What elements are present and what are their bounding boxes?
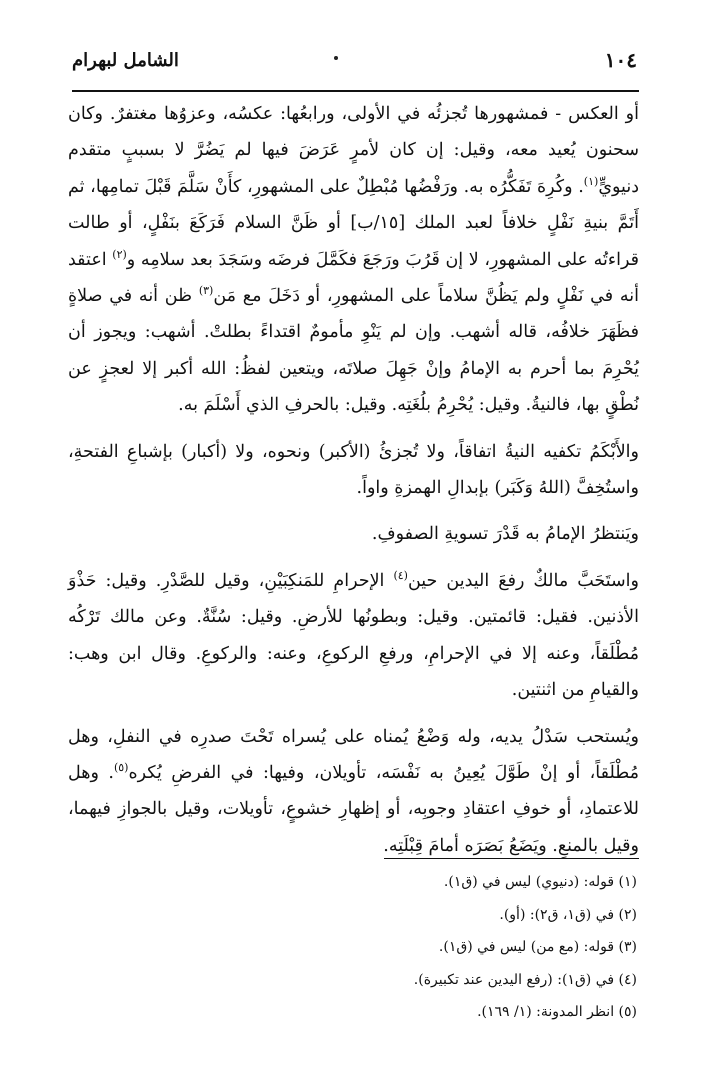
page-number: ١٠٤ (604, 48, 637, 72)
header-dot (334, 56, 338, 60)
footnote-1: (١) قوله: (دنيوي) ليس في (ق١). (443, 874, 637, 890)
paragraph-4-part-1: واستَحَبَّ مالكٌ رفعَ اليدين حين (407, 570, 639, 591)
paragraph-1-part-3: اعتقد أنه في نَفْلٍ ولم يَظُنَّ سلاماً على المشهورِ، أو دَخَلَ مع مَن (68, 249, 639, 307)
footnote-ref-3: (٣) (198, 284, 214, 298)
footnote-3: (٣) قوله: (مع من) ليس في (ق١). (438, 939, 637, 956)
footnote-ref-5: (٥) (113, 761, 129, 775)
running-title: الشامل لبهرام (72, 50, 179, 71)
paragraph-5-part-1: ويُستحب سَدْلُ يديه، وله وَضْعُ يُمناه على يُسراه تَحْتَ صدرِه في النفلِ، وهل مُطْلَقاً، أو إنْ طَوَّلَ يُعِينُ به نَفْسَه، تأويلان، وفيها: في الفرضِ يُكره (68, 726, 639, 783)
footnote-ref-4: (٤) (393, 569, 408, 583)
paragraph-2: والأَبْكَمُ تكفيه النيةُ اتفاقاً، ولا تُجزئُ (الأكبر) ونحوه، ولا (أكبار) بإشباعِ الفتحةِ، واستُخِفَّ (اللهُ وَكَبَر) بإبدالِ الهمزةِ واواً. (68, 441, 639, 499)
footnote-separator (384, 858, 639, 859)
paragraph-1-part-2: . وكُرِهَ تَفَكُّرُه به. ورَفْضُها مُبْطِلٌ على المشهورِ، كأَنْ سَلَّمَ قَبْلَ تمامِها، ثم أَتَمَّ بنيةِ نَفْلٍ خلافاً لعبد الملك [١٥/ب] أو ظَنَّ السلام فَرَكَعَ بنَفْلٍ، أو طالت قراءتُه على المشهورِ، لا إن قَرُبَ ورَجَعَ فكَمَّلَ فرضَه وسَجَدَ بعد سلامِه و (68, 176, 639, 270)
paragraph-1-part-4: ظن أنه في صلاةٍ فظَهَرَ خلافُه، قاله أشهب. وإن لم يَنْوِ مأمومٌ اقتداءً بطلتْ. أشهب: ويجوز أن يُحْرِمَ بما أحرم به الإمامُ وإنْ جَهِلَ صلاتَه، ويتعين لفظُ: الله أكبر إلا لعجزٍ عن نُطْقٍ بها، فالنيةُ. وقيل: يُحْرِمُ بلُغَتِه. وقيل: بالحرفِ الذي أَسْلَمَ به. (68, 286, 639, 416)
paragraph-5 (68, 719, 639, 865)
footnote-ref-2: (٢) (112, 247, 127, 261)
paragraph-3: ويَنتظرُ الإمامُ به قَدْرَ تسويةِ الصفوفِ. (371, 524, 639, 545)
footnote-2: (٢) في (ق١، ق٢): (أو). (499, 906, 637, 923)
paragraph-5-part-2: . وهل للاعتمادِ، أو خوفِ اعتقادِ وجوبِه، أو إظهارِ خشوعٍ، تأويلات، وقيل بالجوازِ فيهما، وقيل بالمنعِ. ويَضَعُ بَصَرَه أمامَ قِبْلَتِه. (68, 762, 639, 856)
paragraph-4-part-2: الإحرامِ للمَنكِبَيْنِ، وقيل للصَّدْرِ. وقيل: حَذْوَ الأذنين. فقيل: قائمتين. وقيل: وبطونُها للأرضِ. وقيل: سُنَّةٌ. وعن مالك تَرْكُه مُطْلَقاً، وعنه إلا في الإحرامِ، ورفعِ الركوعِ، وعنه: والركوعِ. وقال ابن وهب: والقيامِ من اثنتين. (68, 570, 639, 701)
page-header (72, 46, 637, 86)
footnote-4: (٤) في (ق١): (رفع اليدين عند تكبيرة). (413, 971, 637, 988)
paragraph-1-part-1: أو العكس - فمشهورها تُجزئُه في الأولى، ورابعُها: عكسُه، وعزوُها مغتفرٌ. وكان سحنون يُعيد معه، وقيل: إن كان لأمرٍ عَرَضَ فيها لم يَضُرَّ لا بسببٍ متقدم دنيويٍّ (68, 104, 639, 197)
footnote-ref-1: (١) (583, 174, 599, 188)
footnotes (250, 866, 637, 1029)
main-text (68, 96, 639, 864)
paragraph-1 (68, 96, 639, 424)
footnote-5: (٥) انظر المدونة: (١/ ١٦٩). (477, 1004, 637, 1021)
paragraph-4 (68, 563, 639, 709)
header-rule (72, 90, 639, 92)
